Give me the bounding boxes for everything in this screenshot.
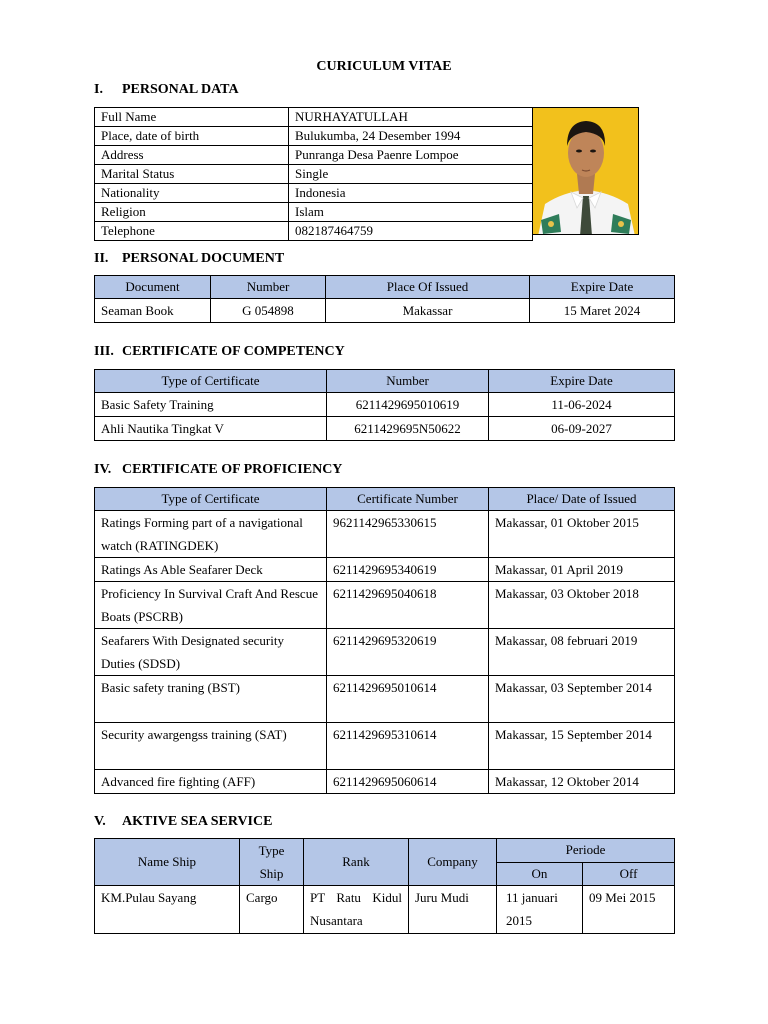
column-header: Company bbox=[409, 839, 497, 886]
table-row bbox=[95, 393, 675, 417]
table-cell: Seafarers With Designated security Duties (SDSD) bbox=[95, 629, 327, 676]
table-cell: Makassar, 03 September 2014 bbox=[489, 676, 675, 723]
sea-service-table bbox=[94, 838, 675, 934]
column-header: Certificate Number bbox=[327, 488, 489, 511]
table-row bbox=[95, 723, 675, 770]
table-cell: 6211429695N50622 bbox=[327, 417, 489, 441]
section-heading-sea-service: V. AKTIVE SEA SERVICE bbox=[94, 814, 273, 829]
column-header: Place Of Issued bbox=[326, 276, 530, 299]
table-row bbox=[95, 676, 675, 723]
column-header: Periode bbox=[497, 839, 675, 863]
competency-table bbox=[94, 369, 675, 441]
table-cell: Makassar, 12 Oktober 2014 bbox=[489, 770, 675, 794]
person-portrait-icon bbox=[533, 108, 639, 235]
field-value: Indonesia bbox=[289, 184, 533, 203]
table-row bbox=[95, 108, 533, 127]
column-header: Name Ship bbox=[95, 839, 240, 886]
table-cell: 6211429695040618 bbox=[327, 582, 489, 629]
proficiency-table bbox=[94, 487, 675, 794]
table-cell: Juru Mudi bbox=[409, 886, 497, 934]
table-cell: Makassar bbox=[326, 299, 530, 323]
table-header-row bbox=[95, 370, 675, 393]
table-cell: Proficiency In Survival Craft And Rescue Boats (PSCRB) bbox=[95, 582, 327, 629]
table-row bbox=[95, 770, 675, 794]
table-cell: Ratings As Able Seafarer Deck bbox=[95, 558, 327, 582]
column-header: Off bbox=[583, 862, 675, 886]
column-header: Rank bbox=[304, 839, 409, 886]
table-cell: 6211429695060614 bbox=[327, 770, 489, 794]
table-row bbox=[95, 222, 533, 241]
column-header: Type of Certificate bbox=[95, 488, 327, 511]
table-cell: KM.Pulau Sayang bbox=[95, 886, 240, 934]
section-heading-personal-data: I. PERSONAL DATA bbox=[94, 82, 239, 97]
table-cell: 11 januari 2015 bbox=[497, 886, 583, 934]
table-row bbox=[95, 629, 675, 676]
table-cell: Security awargengss training (SAT) bbox=[95, 723, 327, 770]
field-label: Marital Status bbox=[95, 165, 289, 184]
column-header: Expire Date bbox=[489, 370, 675, 393]
table-cell: Makassar, 15 September 2014 bbox=[489, 723, 675, 770]
column-header: Document bbox=[95, 276, 211, 299]
table-row bbox=[95, 127, 533, 146]
table-cell: Basic Safety Training bbox=[95, 393, 327, 417]
field-label: Nationality bbox=[95, 184, 289, 203]
table-cell: Basic safety traning (BST) bbox=[95, 676, 327, 723]
table-cell: Cargo bbox=[240, 886, 304, 934]
table-row bbox=[95, 417, 675, 441]
table-cell: PT Ratu Kidul Nusantara bbox=[304, 886, 409, 934]
table-row bbox=[95, 203, 533, 222]
table-row bbox=[95, 299, 675, 323]
table-cell: G 054898 bbox=[211, 299, 326, 323]
table-cell: 11-06-2024 bbox=[489, 393, 675, 417]
table-cell: Ahli Nautika Tingkat V bbox=[95, 417, 327, 441]
column-header: Type of Certificate bbox=[95, 370, 327, 393]
field-value: Single bbox=[289, 165, 533, 184]
personal-document-table bbox=[94, 275, 675, 323]
table-cell: Makassar, 08 februari 2019 bbox=[489, 629, 675, 676]
field-value: NURHAYATULLAH bbox=[289, 108, 533, 127]
column-header: Number bbox=[327, 370, 489, 393]
table-row bbox=[95, 184, 533, 203]
table-cell: Makassar, 01 April 2019 bbox=[489, 558, 675, 582]
table-cell: 6211429695010614 bbox=[327, 676, 489, 723]
column-header: Type Ship bbox=[240, 839, 304, 886]
table-cell: 6211429695310614 bbox=[327, 723, 489, 770]
field-label: Place, date of birth bbox=[95, 127, 289, 146]
personal-data-table bbox=[94, 107, 533, 241]
table-cell: 15 Maret 2024 bbox=[530, 299, 675, 323]
column-header: Expire Date bbox=[530, 276, 675, 299]
table-cell: 6211429695340619 bbox=[327, 558, 489, 582]
table-row bbox=[95, 146, 533, 165]
profile-photo bbox=[532, 107, 639, 235]
section-heading-proficiency: IV. CERTIFICATE OF PROFICIENCY bbox=[94, 462, 343, 477]
field-label: Full Name bbox=[95, 108, 289, 127]
column-header: Place/ Date of Issued bbox=[489, 488, 675, 511]
table-cell: 09 Mei 2015 bbox=[583, 886, 675, 934]
table-row bbox=[95, 511, 675, 558]
table-cell: 06-09-2027 bbox=[489, 417, 675, 441]
table-row bbox=[95, 582, 675, 629]
table-cell: Makassar, 01 Oktober 2015 bbox=[489, 511, 675, 558]
table-cell: Ratings Forming part of a navigational watch (RATINGDEK) bbox=[95, 511, 327, 558]
table-cell: 6211429695010619 bbox=[327, 393, 489, 417]
table-row bbox=[95, 165, 533, 184]
section-heading-personal-document: II. PERSONAL DOCUMENT bbox=[94, 251, 285, 266]
table-cell: Seaman Book bbox=[95, 299, 211, 323]
field-value: Punranga Desa Paenre Lompoe bbox=[289, 146, 533, 165]
field-value: 082187464759 bbox=[289, 222, 533, 241]
table-row bbox=[95, 558, 675, 582]
table-header-row bbox=[95, 488, 675, 511]
table-cell: 9621142965330615 bbox=[327, 511, 489, 558]
table-header-row bbox=[95, 839, 675, 863]
table-cell: Advanced fire fighting (AFF) bbox=[95, 770, 327, 794]
section-heading-competency: III. CERTIFICATE OF COMPETENCY bbox=[94, 344, 345, 359]
column-header: Number bbox=[211, 276, 326, 299]
field-label: Religion bbox=[95, 203, 289, 222]
column-header: On bbox=[497, 862, 583, 886]
field-label: Address bbox=[95, 146, 289, 165]
table-cell: 6211429695320619 bbox=[327, 629, 489, 676]
table-row bbox=[95, 886, 675, 934]
field-value: Bulukumba, 24 Desember 1994 bbox=[289, 127, 533, 146]
field-value: Islam bbox=[289, 203, 533, 222]
table-cell: Makassar, 03 Oktober 2018 bbox=[489, 582, 675, 629]
field-label: Telephone bbox=[95, 222, 289, 241]
page-title: CURICULUM VITAE bbox=[316, 59, 452, 74]
table-header-row bbox=[95, 276, 675, 299]
